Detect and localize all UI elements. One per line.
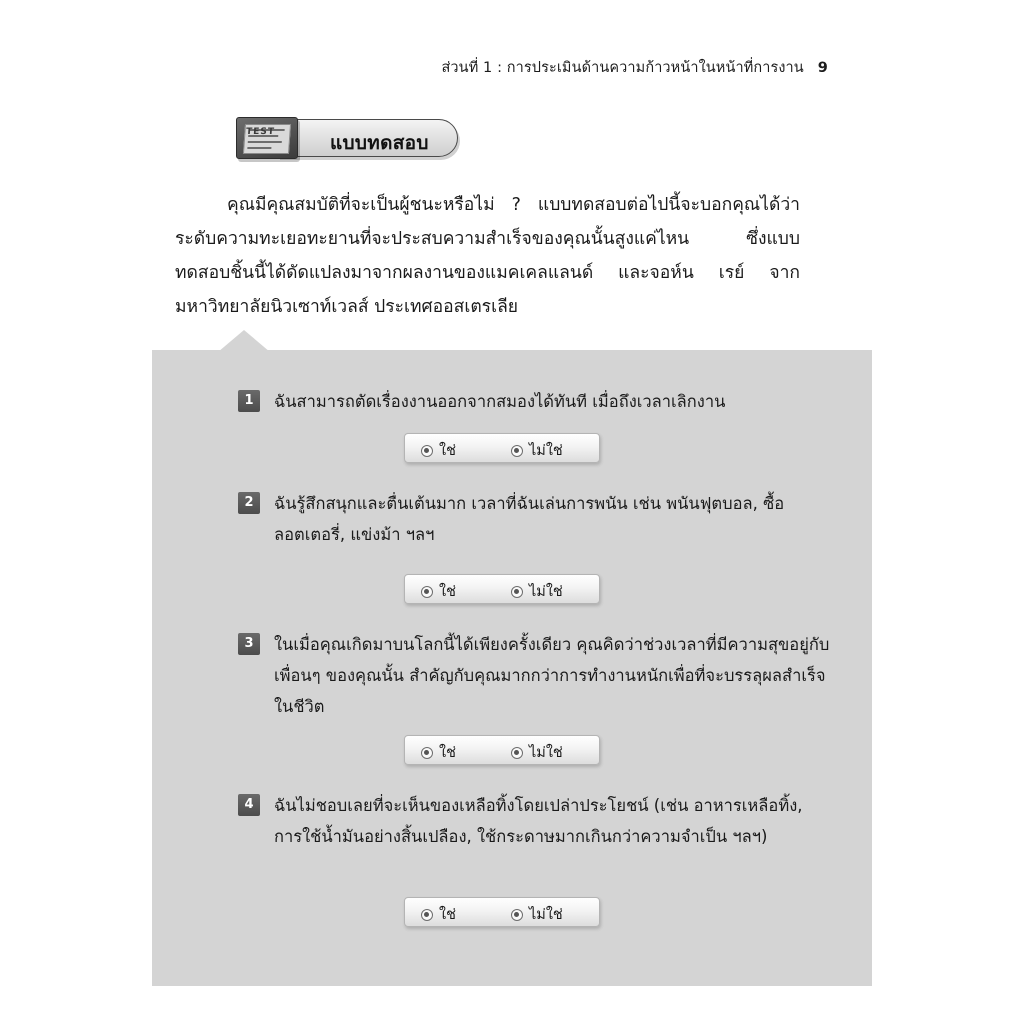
page-number: 9 bbox=[817, 60, 828, 76]
question-number: 4 bbox=[238, 794, 260, 816]
test-paper-icon bbox=[236, 117, 298, 159]
answer-yes-label: ใช่ bbox=[439, 745, 456, 761]
answer-option-no[interactable] bbox=[511, 580, 563, 603]
running-header bbox=[0, 56, 1024, 79]
answer-yes-label: ใช่ bbox=[439, 584, 456, 600]
radio-icon[interactable] bbox=[511, 747, 523, 759]
answer-option-yes[interactable] bbox=[421, 903, 456, 926]
answer-no-label: ไม่ใช่ bbox=[529, 745, 563, 761]
section-tab bbox=[236, 117, 458, 159]
answer-yes-label: ใช่ bbox=[439, 443, 456, 459]
radio-icon[interactable] bbox=[421, 586, 433, 598]
answer-no-label: ไม่ใช่ bbox=[529, 907, 563, 923]
question-number: 1 bbox=[238, 390, 260, 412]
answer-option-yes[interactable] bbox=[421, 741, 456, 764]
radio-icon[interactable] bbox=[421, 909, 433, 921]
answer-no-label: ไม่ใช่ bbox=[529, 443, 563, 459]
section-tab-label: แบบทดสอบ bbox=[330, 132, 429, 154]
radio-icon[interactable] bbox=[511, 586, 523, 598]
answer-yes-label: ใช่ bbox=[439, 907, 456, 923]
question-text: ในเมื่อคุณเกิดมาบนโลกนี้ได้เพียงครั้งเดียว คุณคิดว่าช่วงเวลาที่มีความสุขอยู่กับเพื่อนๆ ของคุณนั้น สำคัญกับคุณมากกว่าการทำงานหนักเพื่อที่จะบรรลุผลสำเร็จในชีวิต bbox=[274, 635, 830, 716]
question-text: ฉันรู้สึกสนุกและตื่นเต้นมาก เวลาที่ฉันเล่นการพนัน เช่น พนันฟุตบอล, ซื้อลอตเตอรี่, แข่งม้า ฯลฯ bbox=[274, 494, 785, 544]
answer-option-yes[interactable] bbox=[421, 439, 456, 462]
intro-paragraph bbox=[175, 188, 800, 324]
answer-bar[interactable] bbox=[404, 433, 600, 463]
panel-notch bbox=[218, 330, 270, 352]
answer-bar[interactable] bbox=[404, 574, 600, 604]
question-number: 3 bbox=[238, 633, 260, 655]
answer-option-no[interactable] bbox=[511, 439, 563, 462]
icon-word: TEST bbox=[245, 127, 276, 137]
radio-icon[interactable] bbox=[511, 445, 523, 457]
intro-text: คุณมีคุณสมบัติที่จะเป็นผู้ชนะหรือไม่ ? แบบทดสอบต่อไปนี้จะบอกคุณได้ว่าระดับความทะเยอทะยานที่จะประสบความสำเร็จของคุณนั้นสูงแค่ไหน ซึ่งแบบทดสอบชิ้นนี้ได้ดัดแปลงมาจากผลงานของแมคเคลแลนด์ และจอห์น เรย์ จากมหาวิทยาลัยนิวเซาท์เวลส์ ประเทศออสเตรเลีย bbox=[175, 195, 800, 317]
answer-option-no[interactable] bbox=[511, 903, 563, 926]
header-title: ส่วนที่ 1 : การประเมินด้านความก้าวหน้าในหน้าที่การงาน bbox=[441, 60, 804, 76]
question-text: ฉันไม่ชอบเลยที่จะเห็นของเหลือทิ้งโดยเปล่าประโยชน์ (เช่น อาหารเหลือทิ้ง, การใช้น้ำมันอย่างสิ้นเปลือง, ใช้กระดาษมากเกินกว่าความจำเป็น ฯลฯ) bbox=[274, 796, 803, 846]
radio-icon[interactable] bbox=[421, 445, 433, 457]
answer-no-label: ไม่ใช่ bbox=[529, 584, 563, 600]
answer-option-yes[interactable] bbox=[421, 580, 456, 603]
quiz-panel bbox=[152, 350, 872, 986]
radio-icon[interactable] bbox=[511, 909, 523, 921]
answer-bar[interactable] bbox=[404, 735, 600, 765]
answer-bar[interactable] bbox=[404, 897, 600, 927]
radio-icon[interactable] bbox=[421, 747, 433, 759]
answer-option-no[interactable] bbox=[511, 741, 563, 764]
question-number: 2 bbox=[238, 492, 260, 514]
question-text: ฉันสามารถตัดเรื่องงานออกจากสมองได้ทันที เมื่อถึงเวลาเลิกงาน bbox=[274, 392, 726, 411]
